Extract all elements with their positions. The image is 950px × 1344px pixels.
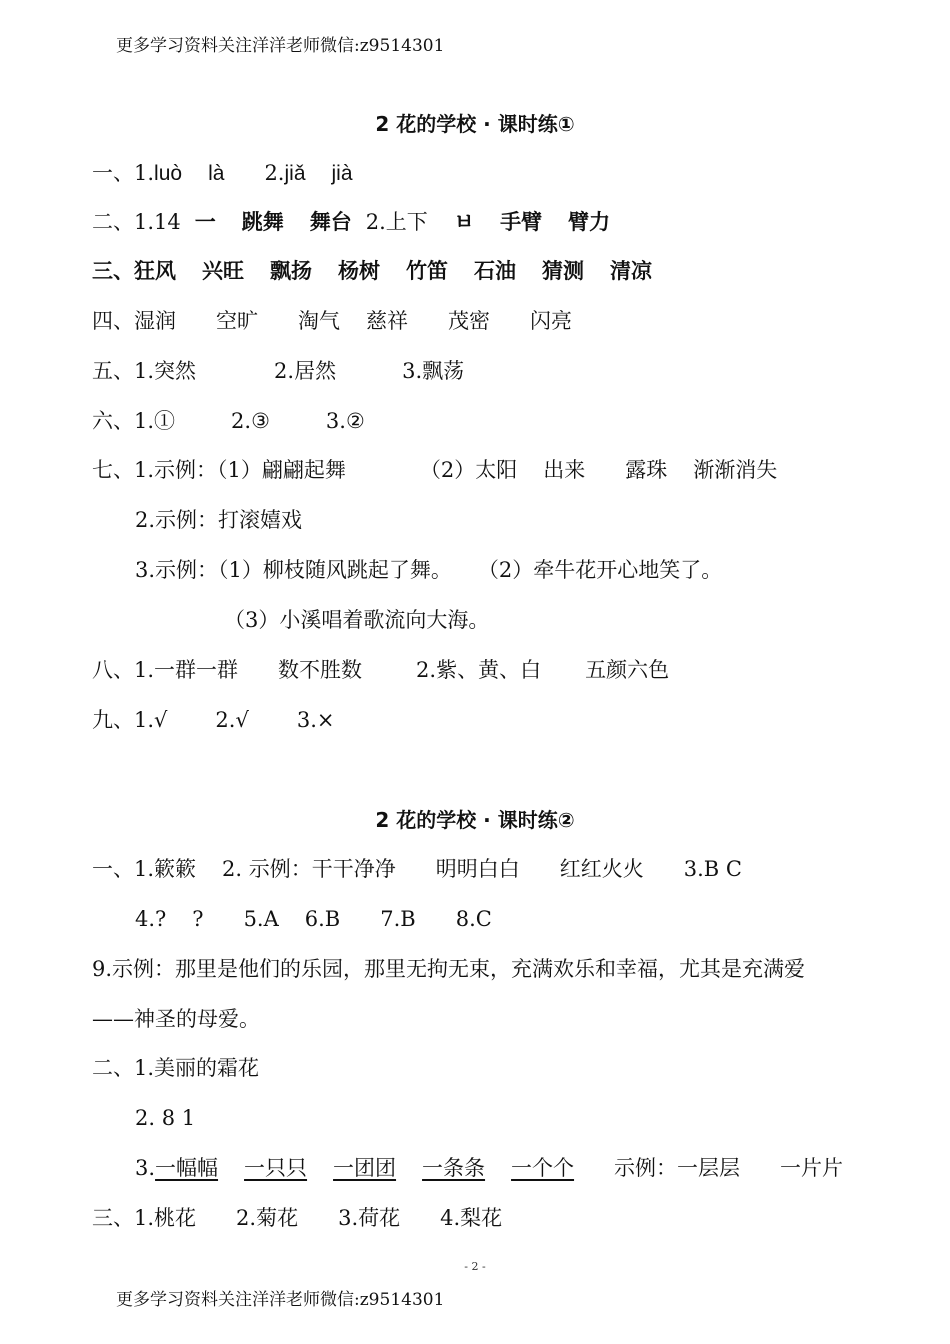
q-label: 一、1.	[92, 161, 155, 185]
answer-item: 兴旺	[202, 258, 244, 283]
answer-item: 1.一群一群	[134, 658, 239, 682]
answer-item: 出来	[543, 458, 586, 482]
answer-1-6	[92, 407, 365, 435]
answer-item: 慈祥	[366, 309, 408, 333]
answer-item: 淘气	[298, 309, 340, 333]
answer-item: 狂风	[134, 258, 176, 283]
answer-item: 湿润	[134, 309, 176, 333]
section-title-1: 2 花的学校 · 课时练①	[375, 112, 575, 136]
q-label: 三、	[92, 1206, 134, 1230]
answer-2-2-line2: 2. 8 1	[135, 1106, 196, 1130]
num: 2.	[264, 161, 285, 185]
answer-item: 1.示例：（1）翩翩起舞	[134, 458, 346, 482]
answer-item: 手臂	[500, 209, 543, 234]
answer-item: 1.①	[134, 409, 176, 433]
answer-1-7-line2: 2.示例：打滚嬉戏	[135, 508, 303, 532]
q-label: 四、	[92, 309, 134, 333]
answer-item: 石油	[474, 258, 516, 283]
answer-1-5	[92, 357, 464, 385]
answer-2-1	[92, 855, 742, 883]
answer-item: 清凉	[610, 258, 652, 283]
section-title-2: 2 花的学校 · 课时练②	[375, 808, 575, 832]
answer-item: 3.荷花	[338, 1206, 401, 1230]
answer-item: 竹笛	[406, 258, 448, 283]
pinyin: jià	[331, 162, 353, 185]
num: 3.	[135, 1156, 156, 1180]
answer-item: 臂力	[568, 209, 611, 234]
answer-item: 4.?	[135, 907, 167, 931]
q-label: 六、	[92, 409, 134, 433]
answer-item: 6.B	[304, 907, 341, 931]
answer-item: 空旷	[216, 309, 258, 333]
pinyin: là	[208, 162, 225, 185]
answer-item: 1.√	[134, 708, 168, 732]
underlined-answer: 一条条	[422, 1156, 486, 1180]
underlined-answer: 一只只	[244, 1156, 308, 1180]
answer-item: 美丽的霜花	[154, 1056, 260, 1080]
answer-item: 红红火火	[559, 857, 644, 881]
radical-glyph: ㅂ	[453, 209, 475, 234]
answer-item: （2）牵牛花开心地笑了。	[477, 558, 723, 582]
q-label: 三、	[92, 258, 134, 283]
answer-item: 2.紫、黄、白	[416, 658, 542, 682]
answer-item: 飘扬	[270, 258, 312, 283]
answer-item: 茂密	[448, 309, 490, 333]
page-number: - 2 -	[464, 1260, 486, 1273]
answer-item: 8.C	[455, 907, 492, 931]
answer-1-3	[92, 257, 652, 285]
answer-item: 一片片	[780, 1156, 844, 1180]
answer-item: 7.B	[380, 907, 416, 931]
answer-1-9	[92, 706, 334, 734]
answer-item: 2.居然	[274, 359, 337, 383]
answer-item: 2.上下	[365, 210, 428, 234]
underlined-answer: 一团团	[333, 1156, 397, 1180]
answer-item: 2.√	[215, 708, 249, 732]
answer-item: 五颜六色	[585, 658, 670, 682]
answer-1-8	[92, 656, 669, 684]
answer-1-7-line3	[135, 556, 722, 584]
answer-2-3	[92, 1204, 502, 1232]
answer-item: 3.飘荡	[402, 359, 465, 383]
answer-item: 2.③	[231, 409, 270, 433]
answer-item: 3.B C	[683, 857, 742, 881]
answer-1-4	[92, 307, 572, 335]
page-footer: 更多学习资料关注洋洋老师微信:z9514301	[116, 1290, 445, 1310]
answer-item: 明明白白	[435, 857, 520, 881]
q-label: 二、1.14	[92, 210, 181, 234]
answer-item: 猜测	[542, 258, 584, 283]
answer-item: 2. 示例：干干净净	[222, 857, 396, 881]
q-label: 九、	[92, 708, 134, 732]
answer-2-2	[92, 1054, 259, 1082]
answer-item: 示例：一层层	[614, 1156, 741, 1180]
q-label: 五、	[92, 359, 134, 383]
answer-1-1	[92, 159, 353, 188]
q-label: 八、	[92, 658, 134, 682]
answer-1-7-line1	[92, 456, 777, 484]
answer-1-2	[92, 208, 610, 236]
answer-item: 闪亮	[530, 309, 572, 333]
answer-2-9-line1: 9.示例：那里是他们的乐园，那里无拘无束，充满欢乐和幸福，尤其是充满爱	[92, 957, 806, 981]
answer-item: 跳舞	[241, 209, 284, 234]
answer-item: 2.菊花	[236, 1206, 299, 1230]
pinyin: jiǎ	[284, 162, 306, 185]
answer-item: 杨树	[338, 258, 380, 283]
answer-item: 1.桃花	[134, 1206, 197, 1230]
answer-2-9-line2: ——神圣的母爱。	[92, 1007, 260, 1031]
answer-2-1-row2	[135, 905, 492, 933]
underlined-answer: 一个个	[511, 1156, 575, 1180]
answer-2-2-line3	[135, 1154, 843, 1182]
answer-item: 5.A	[243, 907, 279, 931]
answer-item: 舞台	[309, 209, 352, 234]
q-label: 七、	[92, 458, 134, 482]
page-header: 更多学习资料关注洋洋老师微信:z9514301	[116, 36, 445, 56]
underlined-answer: 一幅幅	[155, 1156, 219, 1180]
pinyin: luò	[154, 162, 183, 185]
answer-item: 渐渐消失	[693, 458, 778, 482]
answer-item: 簌簌	[154, 857, 197, 881]
q-label: 一、1.	[92, 857, 155, 881]
answer-item: （2）太阳	[419, 458, 518, 482]
answer-item: 1.突然	[134, 359, 197, 383]
answer-item: 3.示例：（1）柳枝随风跳起了舞。	[135, 558, 452, 582]
answer-1-7-line4: （3）小溪唱着歌流向大海。	[224, 608, 490, 632]
q-label: 二、1.	[92, 1056, 155, 1080]
answer-item: 露珠	[625, 458, 668, 482]
answer-item: 3.×	[296, 708, 335, 732]
answer-item: 3.②	[325, 409, 365, 433]
answer-item: 数不胜数	[278, 658, 363, 682]
answer-item: 一	[194, 209, 216, 234]
answer-item: 4.梨花	[440, 1206, 503, 1230]
answer-item: ?	[192, 907, 204, 931]
